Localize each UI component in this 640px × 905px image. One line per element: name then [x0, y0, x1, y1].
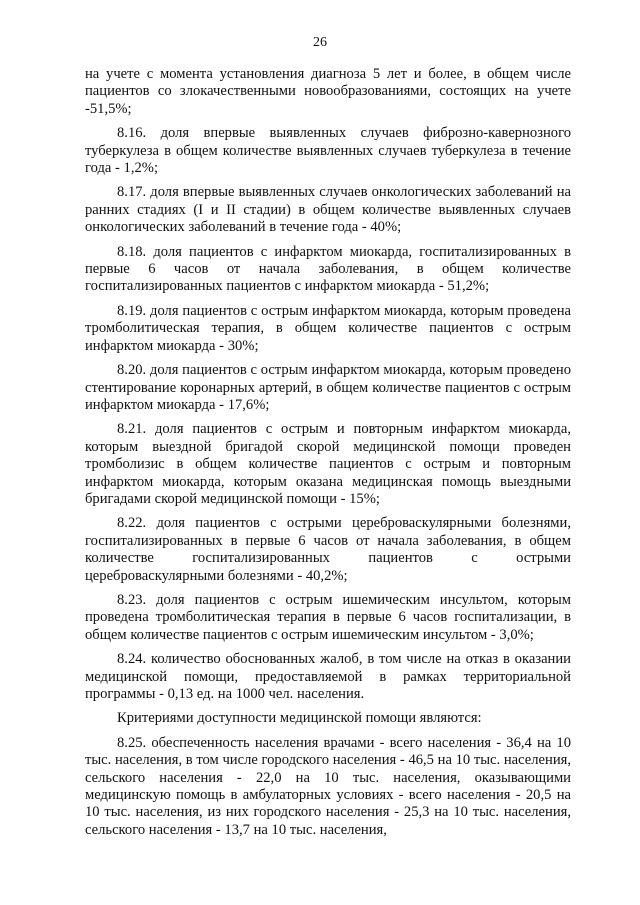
- paragraph: 8.19. доля пациентов с острым инфарктом миокарда, которым проведена тромболитическая терапия, в общем количестве пациентов с острым инфарктом миокарда - 30%;: [85, 302, 571, 354]
- paragraph: на учете с момента установления диагноза 5 лет и более, в общем числе пациентов со злокачественными новообразованиями, состоящих на учете -51,5%;: [85, 66, 571, 117]
- paragraph: 8.23. доля пациентов с острым ишемическим инсультом, которым проведена тромболитическая терапия в первые 6 часов госпитализации, в общем количестве пациентов с острым ишемическим инсультом - 3,0%;: [85, 591, 571, 643]
- paragraph: 8.17. доля впервые выявленных случаев онкологических заболеваний на ранних стадиях (I и II стадии) в общем количестве выявленных случаев онкологических заболеваний в течение года - 40%;: [85, 184, 571, 236]
- paragraph: 8.25. обеспеченность населения врачами - всего населения - 36,4 на 10 тыс. населения, в том числе городского населения - 46,5 на 10 тыс. населения, сельского населения - 22,0 на 10 тыс. населения, оказывающими медицинскую помощь в амбулаторных условиях - всего населения - 20,5 на 10 тыс. населения, из них городского населения - 25,3 на 10 тыс. населения, сельского населения - 13,7 на 10 тыс. населения,: [85, 734, 571, 838]
- paragraph: 8.18. доля пациентов с инфарктом миокарда, госпитализированных в первые 6 часов от начала заболевания, в общем количестве госпитализированных пациентов с инфарктом миокарда - 51,2%;: [85, 243, 571, 295]
- section-heading: Критериями доступности медицинской помощи являются:: [117, 710, 482, 727]
- document-body: [85, 66, 571, 846]
- paragraph: 8.21. доля пациентов с острым и повторным инфарктом миокарда, которым выездной бригадой скорой медицинской помощи проведен тромболизис в общем количестве пациентов с острым и повторным инфарктом миокарда, которым оказана медицинская помощь выездными бригадами скорой медицинской помощи - 15%;: [85, 421, 571, 507]
- paragraph: 8.24. количество обоснованных жалоб, в том числе на отказ в оказании медицинской помощи, предоставляемой в рамках территориальной программы - 0,13 ед. на 1000 чел. населения.: [85, 651, 571, 702]
- paragraph: 8.20. доля пациентов с острым инфарктом миокарда, которым проведено стентирование коронарных артерий, в общем количестве пациентов с острым инфарктом миокарда - 17,6%;: [85, 362, 571, 413]
- paragraph: 8.16. доля впервые выявленных случаев фиброзно-кавернозного туберкулеза в общем количестве выявленных случаев туберкулеза в течение года - 1,2%;: [85, 125, 571, 177]
- page-number: 26: [313, 35, 327, 50]
- paragraph: 8.22. доля пациентов с острыми цереброваскулярными болезнями, госпитализированных в первые 6 часов от начала заболевания, в общем количестве госпитализированных пациентов с острыми цереброваскулярными болезнями - 40,2%;: [85, 515, 571, 584]
